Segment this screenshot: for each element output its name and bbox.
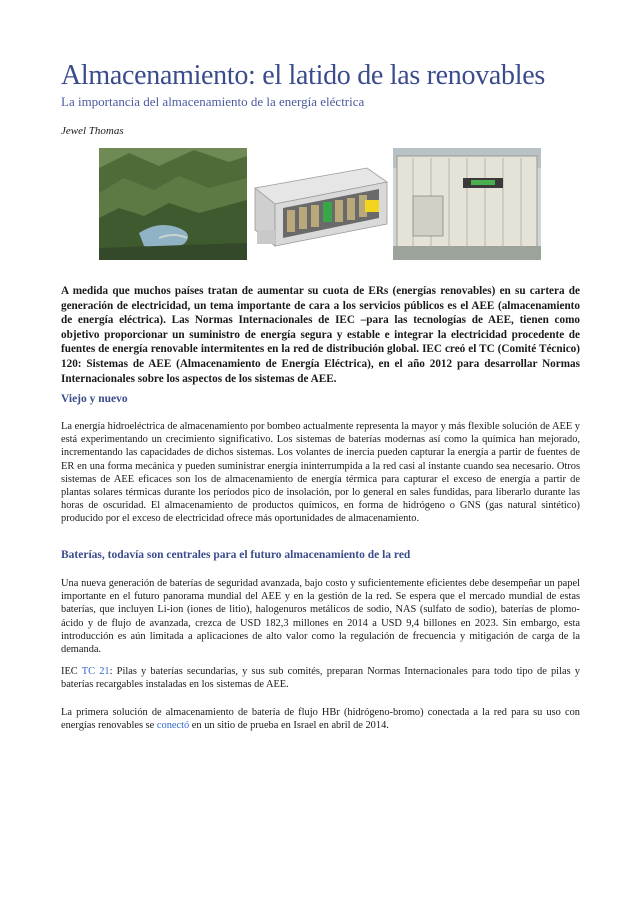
section-paragraph: La energía hidroeléctrica de almacenamiento por bombeo actualmente representa la mayor y más flexible solución de AEE y está experimentando un crecimiento significativo. Los sistemas de baterías modernas así como la química han mejorado, incrementando las capacidades de dichos sistemas. Los volantes de inercia pueden capturar la energía a partir de fuentes de ER en una forma mecánica y pueden suministrar energía ininterrumpida a la red casi al instante cuando sea necesario. Otros sistemas de AEE eficaces son los de almacenamiento de energía térmica para capturar el exceso de energía a partir de plantas solares térmicas durante los períodos pico de insolación, por lo general en sales fundidas, para liberarlo durante las horas de oscuridad. El almacenamiento de productos químicos, en forma de hidrógeno o GNS (gas natural sintético) producido por el exceso de electricidad ofrece más oportunidades de almacenamiento. (61, 421, 580, 525)
storage-container-photo (393, 148, 541, 260)
section-paragraph (61, 665, 580, 691)
page-subtitle: La importancia del almacenamiento de la energía eléctrica (61, 94, 365, 109)
section-paragraph: Una nueva generación de baterías de seguridad avanzada, bajo costo y suficientemente eficientes debe desempeñar un papel importante en el futuro panorama mundial del AEE y en la gestión de la red. Se espera que el mercado mundial de estas baterías, que incluyen Li-ion (iones de litio), halogenuros metálicos de sodio, NAS (sulfato de sodio), baterías de plomo-ácido y de flujo de avanzada, crezca de USD 182,3 millones en 2014 a USD 9,4 billones en 2023. Sin embargo, esta introducción es aún limitada a aplicaciones de alto valor como la regulación de frecuencia y mitigación de carga de la demanda. (61, 578, 580, 656)
paragraph-text: en un sitio de prueba en Israel en abril de 2014. (189, 720, 389, 732)
lead-paragraph: A medida que muchos países tratan de aumentar su cuota de ERs (energías renovables) en su cartera de generación de electricidad, un tema importante de cara a los servicios públicos es el AEE (almacenamiento de energía eléctrica). Las Normas Internacionales de IEC –para las tecnologías de AEE, tienen como objetivo proporcionar un suministro de energía segura y estable e integrar la electricidad procedente de fuentes de energía renovable intermitentes en la red de distribución global. IEC creó el TC (Comité Técnico) 120: Sistemas de AEE (Almacenamiento de Energía Eléctrica), en el año 2012 para desarrollar Normas Internacionales sobre los aspectos de los sistemas de AEE. (61, 285, 580, 385)
tc21-link[interactable]: TC 21 (81, 666, 110, 677)
section-heading-viejo-y-nuevo: Viejo y nuevo (61, 393, 128, 405)
page-title: Almacenamiento: el latido de las renovables (61, 60, 545, 91)
paragraph-text: La primera solución de almacenamiento de batería de flujo HBr (hidrógeno-bromo) conectada a la red para su uso con energías renovables se (61, 707, 580, 732)
section-heading-baterias: Baterías, todavía son centrales para el futuro almacenamiento de la red (61, 549, 411, 561)
document-page (61, 58, 580, 732)
section-paragraph (61, 706, 580, 732)
hydro-reservoir-photo (99, 148, 247, 260)
author-name: Jewel Thomas (61, 125, 124, 137)
battery-container-illustration (247, 148, 391, 260)
image-strip (99, 148, 581, 260)
paragraph-text: : Pilas y baterías secundarias, y sus sub comités, preparan Normas Internacionales para todo tipo de pilas y baterías recargables instaladas en los sistemas de AEE. (61, 666, 580, 691)
conecto-link[interactable]: conectó (156, 720, 190, 732)
paragraph-text: IEC (61, 666, 82, 677)
